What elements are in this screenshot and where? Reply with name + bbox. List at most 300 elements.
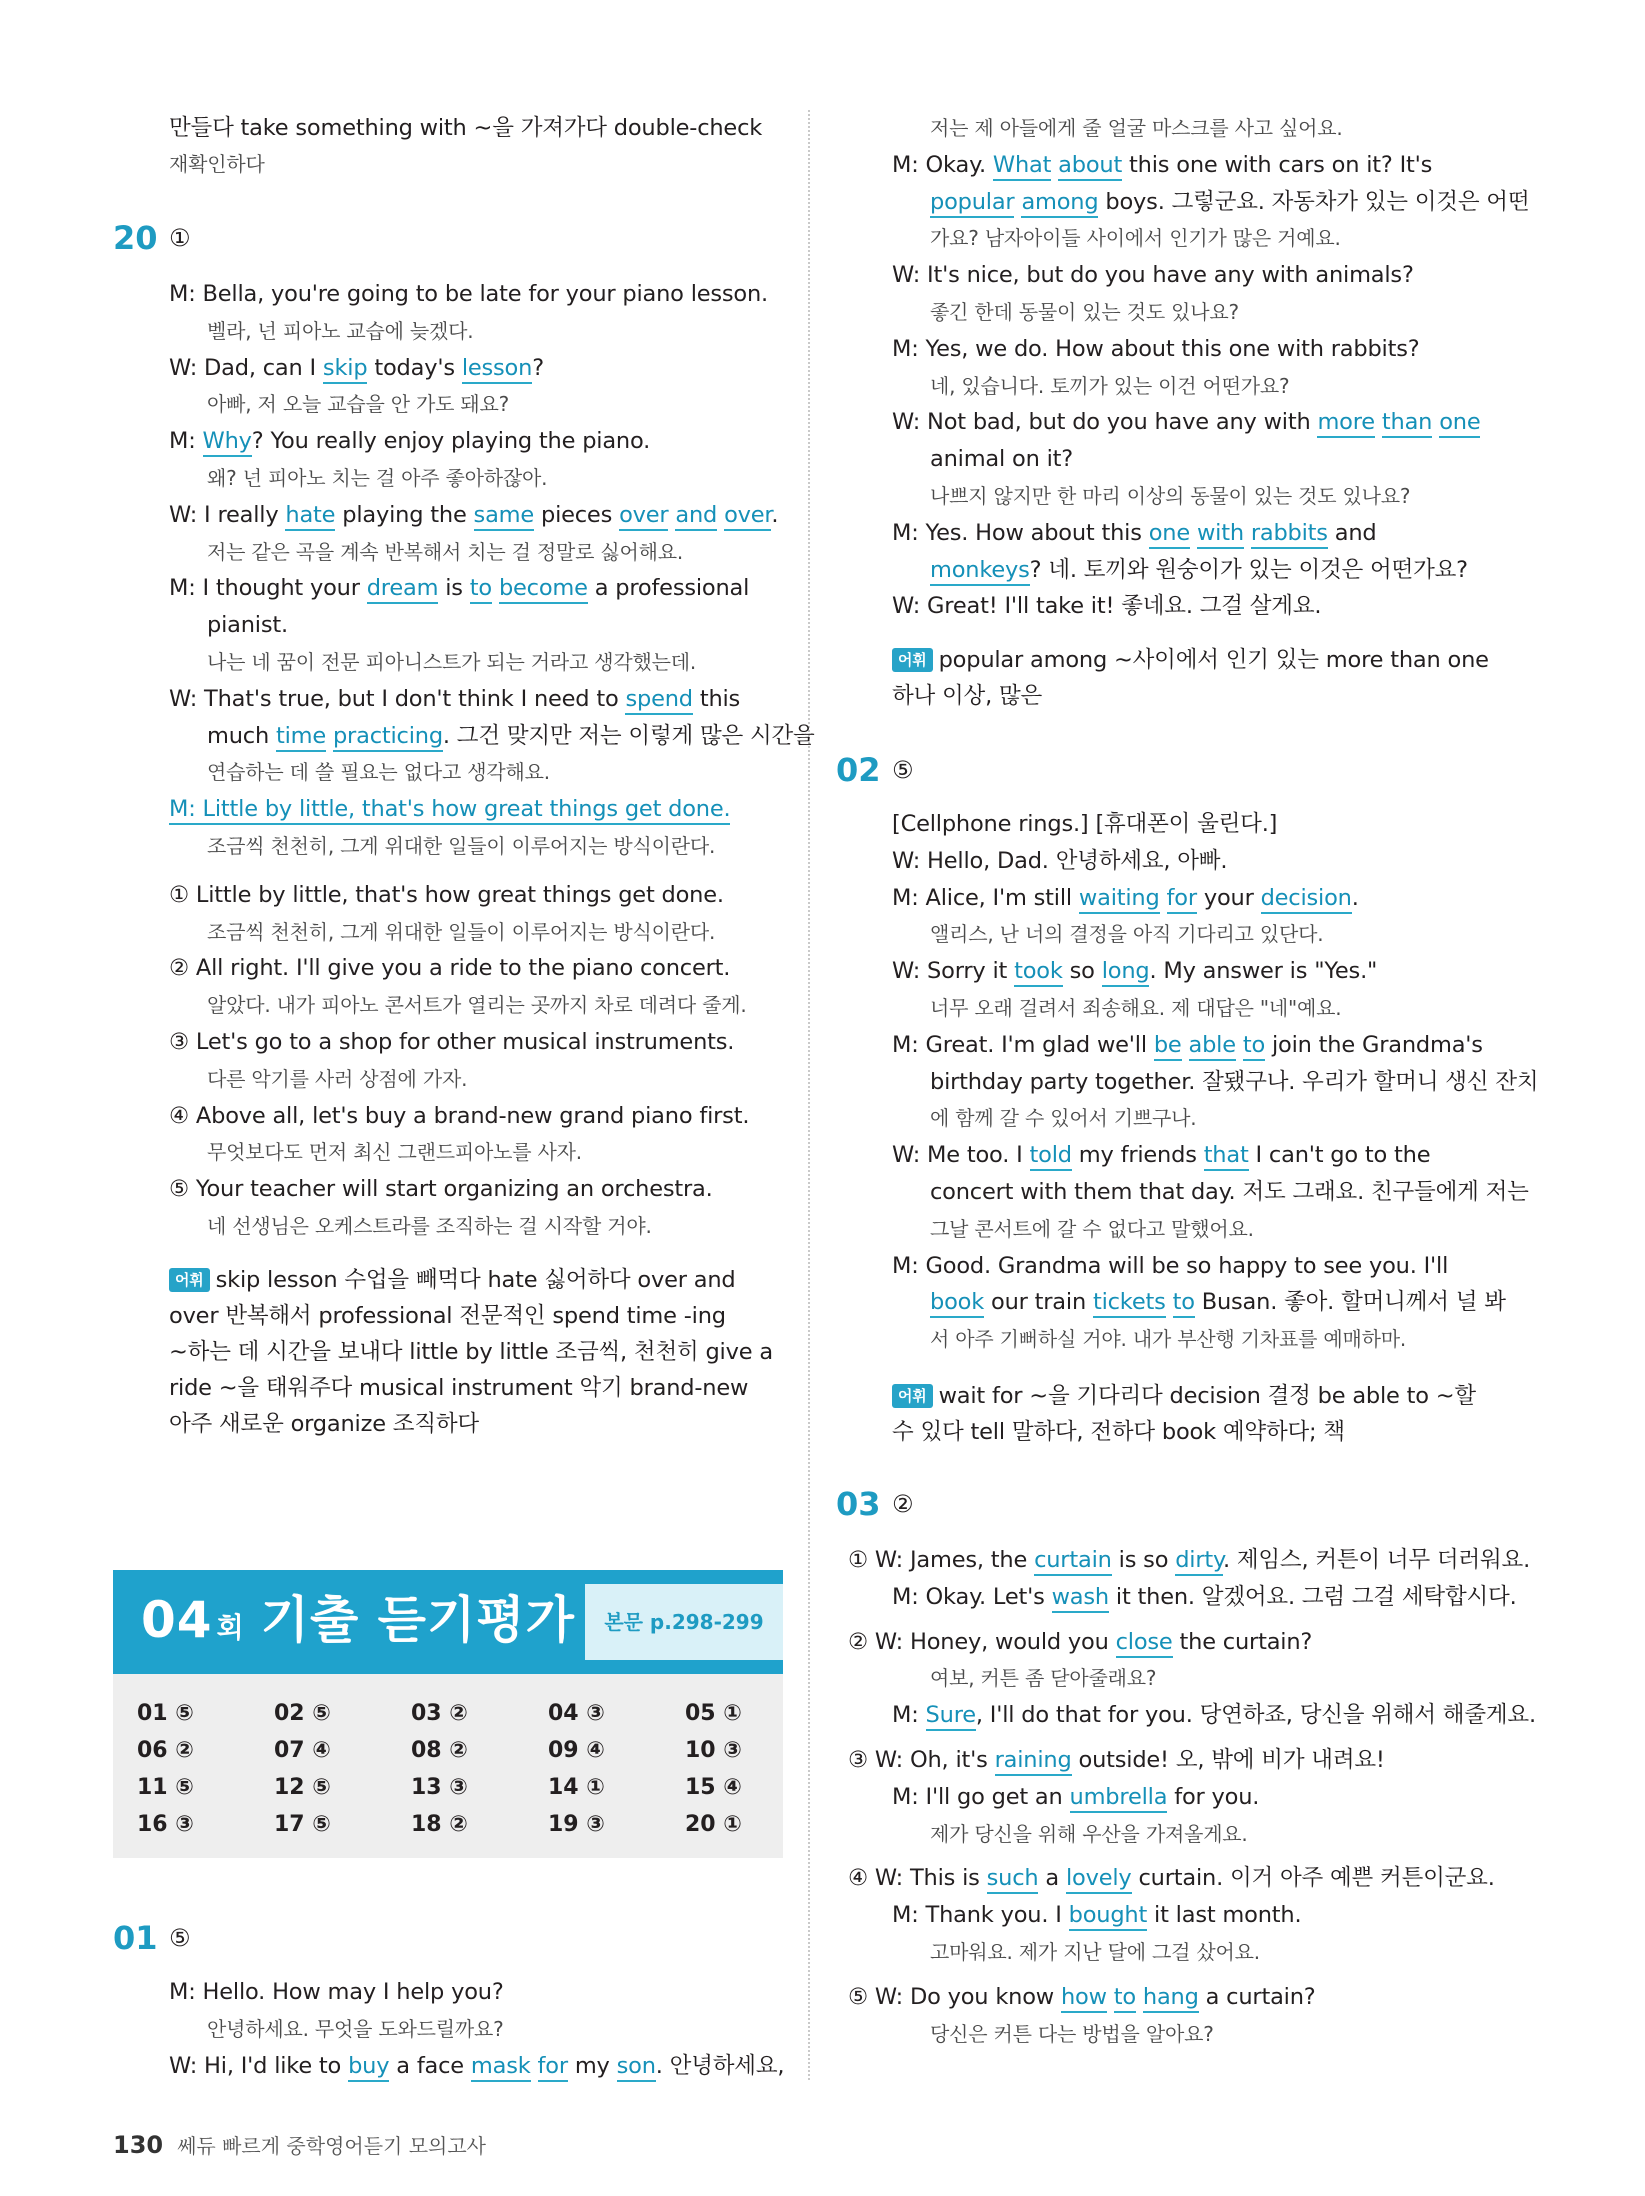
blank-word: told bbox=[1030, 1142, 1072, 1171]
line-text: W: Not bad, but do you have any with bbox=[892, 409, 1318, 436]
line-text: M: Alice, I'm still bbox=[892, 884, 1079, 911]
dialogue-line bbox=[892, 1027, 1483, 1063]
dialogue-line bbox=[892, 1897, 1301, 1933]
line-text: 무엇보다도 먼저 최신 그랜드피아노를 사자. bbox=[207, 1140, 582, 1165]
blank-word: tickets bbox=[1093, 1289, 1166, 1318]
answer-key-item: 02 ⑤ bbox=[274, 1701, 331, 1726]
blank-word: among bbox=[1021, 189, 1098, 218]
blank-word: about bbox=[1058, 152, 1122, 181]
dialogue-line bbox=[169, 497, 778, 533]
line-text: M: Thank you. I bbox=[892, 1902, 1069, 1929]
line-text: ⑤ Your teacher will start organizing an orchestra. bbox=[169, 1176, 713, 1203]
option-line bbox=[207, 1134, 582, 1170]
line-text: M: Okay. bbox=[892, 151, 993, 178]
line-text: ? 네. 토끼와 원숭이가 있는 이것은 어떤가요? bbox=[1029, 556, 1468, 583]
answer-key-item: 01 ⑤ bbox=[137, 1701, 194, 1726]
line-text: ? bbox=[532, 354, 544, 381]
dialogue-line bbox=[930, 220, 1341, 256]
line-text: ⑤ W: Do you know bbox=[848, 1983, 1061, 2010]
dialogue-line bbox=[930, 478, 1410, 514]
line-text: 만들다 take something with ~을 가져가다 double-check bbox=[169, 115, 763, 141]
answer-key-item: 09 ④ bbox=[548, 1738, 605, 1763]
vocab-badge: 어휘 bbox=[892, 648, 933, 672]
dialogue-line bbox=[892, 147, 1432, 183]
answer-key-box bbox=[113, 1674, 783, 1858]
blank-word: popular bbox=[930, 189, 1014, 218]
line-text: ? You really enjoy playing the piano. bbox=[251, 428, 651, 455]
line-text: the curtain? bbox=[1172, 1628, 1313, 1655]
line-text: M: bbox=[169, 428, 203, 455]
blank-word: lesson bbox=[462, 355, 532, 384]
line-text: ① Little by little, that's how great things get done. bbox=[169, 881, 724, 908]
blank-word: for bbox=[538, 2053, 568, 2082]
dialogue-line bbox=[930, 1174, 1529, 1210]
blank-word: practicing bbox=[333, 723, 443, 752]
blank-word: took bbox=[1014, 958, 1063, 987]
blank-word: decision bbox=[1261, 885, 1352, 914]
line-text: a face bbox=[389, 2052, 471, 2079]
dialogue-line bbox=[848, 1979, 1316, 2015]
line-text: 재확인하다 bbox=[169, 152, 265, 176]
line-text: join the Grandma's bbox=[1265, 1031, 1483, 1058]
line-text bbox=[1236, 1032, 1243, 1058]
dialogue-line bbox=[207, 386, 509, 422]
answer-key-item: 11 ⑤ bbox=[137, 1775, 194, 1800]
line-text: curtain. 이거 아주 예쁜 커튼이군요. bbox=[1131, 1865, 1495, 1892]
dialogue-line bbox=[930, 1816, 1248, 1852]
dialogue-line bbox=[848, 1742, 1385, 1778]
blank-word: mask bbox=[471, 2053, 531, 2082]
blank-word: raining bbox=[995, 1747, 1072, 1776]
line-text: M: bbox=[892, 1702, 926, 1729]
blank-word: be bbox=[1154, 1032, 1182, 1061]
blank-word: son bbox=[617, 2053, 656, 2082]
option-line bbox=[169, 950, 730, 986]
answer-key-item: 08 ② bbox=[411, 1738, 468, 1763]
blank-word: hang bbox=[1143, 1984, 1199, 2013]
line-text: my bbox=[567, 2052, 617, 2079]
blank-word: and bbox=[675, 502, 717, 531]
blank-word: dirty bbox=[1175, 1547, 1223, 1576]
vocab-text: 아주 새로운 organize 조직하다 bbox=[169, 1411, 479, 1437]
line-text: M: Good. Grandma will be so happy to see you. I'll bbox=[892, 1252, 1449, 1279]
dialogue-line bbox=[930, 916, 1323, 952]
blank-word: long bbox=[1102, 958, 1150, 987]
dialogue-line bbox=[892, 843, 1227, 879]
dialogue-line bbox=[169, 276, 768, 312]
line-text: 나는 네 꿈이 전문 피아니스트가 되는 거라고 생각했는데. bbox=[207, 650, 697, 674]
dialogue-line bbox=[930, 990, 1341, 1026]
line-text: W: Dad, can I bbox=[169, 354, 323, 381]
line-text: a professional bbox=[587, 575, 750, 602]
line-text: 다른 악기를 사러 상점에 가자. bbox=[207, 1066, 468, 1091]
dialogue-line bbox=[930, 1100, 1196, 1136]
line-text bbox=[1107, 1984, 1114, 2010]
vocab-text: ~하는 데 시간을 보내다 little by little 조금씩, 천천히 give a bbox=[169, 1339, 773, 1365]
blank-word: that bbox=[1204, 1142, 1249, 1171]
line-text: 너무 오래 걸려서 죄송해요. 제 대답은 "네"예요. bbox=[930, 996, 1342, 1020]
dialogue-line bbox=[930, 441, 1073, 477]
answer-key-item: 13 ③ bbox=[411, 1775, 468, 1800]
dialogue-line bbox=[169, 681, 740, 717]
vocab-text: over 반복해서 professional 전문적인 spend time -ing bbox=[169, 1303, 726, 1329]
line-text: W: It's nice, but do you have any with animals? bbox=[892, 262, 1414, 289]
dialogue-line bbox=[930, 368, 1289, 404]
banner-heading: 기출 듣기평가 bbox=[260, 1591, 575, 1649]
line-text: my friends bbox=[1071, 1142, 1204, 1169]
blank-word: What bbox=[993, 152, 1051, 181]
line-text: 벨라, 넌 피아노 교습에 늦겠다. bbox=[207, 318, 474, 343]
dialogue-line bbox=[169, 350, 544, 386]
line-text bbox=[531, 2053, 538, 2079]
dialogue-line bbox=[207, 754, 550, 790]
option-line bbox=[169, 877, 724, 913]
dialogue-line bbox=[892, 404, 1480, 440]
answer-key-item: 05 ① bbox=[685, 1701, 742, 1726]
test-banner bbox=[113, 1570, 783, 1674]
dialogue-line bbox=[930, 1660, 1156, 1696]
line-text: ② W: Honey, would you bbox=[848, 1628, 1116, 1655]
line-text: your bbox=[1196, 884, 1261, 911]
line-text: ③ Let's go to a shop for other musical instruments. bbox=[169, 1029, 735, 1055]
line-text: outside! 오, 밖에 비가 내려요! bbox=[1071, 1747, 1385, 1773]
dialogue-line bbox=[930, 184, 1529, 220]
option-line bbox=[207, 914, 715, 950]
answer-key-item: 19 ③ bbox=[548, 1812, 605, 1837]
line-text: pieces bbox=[534, 501, 620, 528]
line-text: and bbox=[1327, 519, 1377, 546]
line-text: 아빠, 저 오늘 교습을 안 가도 돼요? bbox=[207, 392, 510, 417]
dialogue-line bbox=[892, 880, 1359, 916]
book-title: 쎄듀 빠르게 중학영어듣기 모의고사 bbox=[177, 2134, 486, 2158]
line-text: this one with cars on it? It's bbox=[1122, 151, 1433, 178]
option-line bbox=[207, 1061, 467, 1097]
line-text: W: Great! I'll take it! 좋네요. 그걸 살게요. bbox=[892, 593, 1322, 620]
line-text: ② All right. I'll give you a ride to the piano concert. bbox=[169, 955, 731, 982]
vocab-line bbox=[169, 146, 265, 182]
line-text: 네, 있습니다. 토끼가 있는 이건 어떤가요? bbox=[930, 373, 1290, 398]
blank-word: wash bbox=[1052, 1584, 1109, 1613]
blank-word: able bbox=[1189, 1032, 1236, 1061]
page-footer bbox=[113, 2130, 486, 2159]
dialogue-line bbox=[848, 1860, 1495, 1896]
question-number: 03 bbox=[836, 1485, 881, 1523]
line-text: 고마워요. 제가 지난 달에 그걸 샀어요. bbox=[930, 1940, 1260, 1964]
line-text: . bbox=[1351, 884, 1359, 911]
line-text: playing the bbox=[335, 501, 474, 528]
dialogue-line bbox=[207, 607, 288, 643]
line-text: 저는 제 아들에게 줄 얼굴 마스크를 사고 싶어요. bbox=[930, 116, 1343, 140]
dialogue-line bbox=[207, 828, 715, 864]
dialogue-line bbox=[892, 1579, 1517, 1615]
line-text: boys. 그렇군요. 자동차가 있는 이것은 어떤 bbox=[1098, 188, 1530, 215]
dialogue-line bbox=[930, 552, 1468, 588]
dialogue-line bbox=[848, 1624, 1312, 1660]
line-text: 여보, 커튼 좀 닫아줄래요? bbox=[930, 1666, 1157, 1691]
answer-key-item: 14 ① bbox=[548, 1775, 605, 1800]
page-number: 130 bbox=[113, 2131, 164, 2159]
dialogue-line bbox=[892, 588, 1321, 624]
option-line bbox=[169, 1171, 713, 1207]
line-text: W: Sorry it bbox=[892, 958, 1015, 985]
dialogue-line bbox=[892, 953, 1377, 989]
line-text: 에 함께 갈 수 있어서 기쁘구나. bbox=[930, 1106, 1197, 1131]
line-text: 당신은 커튼 다는 방법을 알아요? bbox=[930, 2021, 1214, 2046]
line-text: a curtain? bbox=[1198, 1983, 1316, 2010]
vocab-line bbox=[892, 642, 1489, 678]
line-text: M: Hello. How may I help you? bbox=[169, 1979, 504, 2005]
vocab-line bbox=[169, 1370, 748, 1406]
dialogue-line bbox=[169, 423, 650, 459]
dialogue-line bbox=[207, 718, 815, 754]
answer-key-item: 06 ② bbox=[137, 1738, 194, 1763]
line-text bbox=[492, 575, 499, 601]
vocab-line bbox=[892, 678, 1042, 714]
dialogue-line bbox=[892, 1779, 1259, 1815]
line-text: 저는 같은 곡을 계속 반복해서 치는 걸 정말로 싫어해요. bbox=[207, 539, 684, 564]
question-answer: ① bbox=[169, 224, 191, 252]
blank-word: Sure bbox=[926, 1702, 976, 1731]
dialogue-line bbox=[892, 1697, 1536, 1733]
line-text: for you. bbox=[1167, 1783, 1260, 1810]
option-line bbox=[169, 1098, 749, 1134]
blank-word: than bbox=[1382, 409, 1432, 438]
banner-suffix: 회 bbox=[216, 1611, 245, 1644]
dialogue-line bbox=[848, 1542, 1530, 1578]
answer-key-item: 15 ④ bbox=[685, 1775, 742, 1800]
blank-word: same bbox=[474, 502, 534, 531]
line-text: our train bbox=[984, 1289, 1093, 1316]
dialogue-line bbox=[930, 1211, 1254, 1247]
line-text: 가요? 남자아이들 사이에서 인기가 많은 거예요. bbox=[930, 226, 1341, 251]
dialogue-line bbox=[892, 1137, 1430, 1173]
blank-word: become bbox=[499, 575, 588, 604]
dialogue-line bbox=[892, 257, 1414, 293]
banner-page-ref: 본문 p.298-299 bbox=[585, 1584, 783, 1660]
dialogue-line bbox=[930, 294, 1239, 330]
blank-word: umbrella bbox=[1070, 1784, 1168, 1813]
line-text: ④ Above all, let's buy a brand-new grand piano first. bbox=[169, 1102, 750, 1129]
line-text: , I'll do that for you. 당연하죠, 당신을 위해서 해줄게요. bbox=[975, 1702, 1536, 1729]
vocab-text: popular among ~사이에서 인기 있는 more than one bbox=[938, 647, 1489, 673]
dialogue-line bbox=[892, 1248, 1448, 1284]
blank-word: spend bbox=[625, 686, 692, 715]
line-text: 안녕하세요. 무엇을 도와드릴까요? bbox=[207, 2016, 504, 2041]
blank-word: with bbox=[1197, 520, 1244, 549]
option-line bbox=[169, 1024, 734, 1060]
answer-key-item: 16 ③ bbox=[137, 1812, 194, 1837]
line-text: a bbox=[1038, 1865, 1066, 1892]
blank-word: over bbox=[724, 502, 771, 531]
line-text: M: Great. I'm glad we'll bbox=[892, 1031, 1154, 1058]
blank-word: to bbox=[1173, 1289, 1195, 1318]
vocab-line bbox=[892, 1378, 1476, 1414]
line-text: much bbox=[207, 722, 276, 749]
vocab-badge: 어휘 bbox=[169, 1268, 210, 1292]
line-text: W: That's true, but I don't think I need to bbox=[169, 685, 626, 712]
line-text: 조금씩 천천히, 그게 위대한 일들이 이루어지는 방식이란다. bbox=[207, 919, 716, 944]
dialogue-line bbox=[207, 644, 696, 680]
line-text: . 그건 맞지만 저는 이렇게 많은 시간을 bbox=[442, 722, 815, 749]
vocab-line bbox=[169, 1334, 773, 1370]
line-text: . 제임스, 커튼이 너무 더러워요. bbox=[1222, 1547, 1531, 1573]
line-text: this bbox=[692, 685, 741, 712]
blank-word: for bbox=[1167, 885, 1197, 914]
line-text: M: Bella, you're going to be late for your piano lesson. bbox=[169, 281, 769, 307]
answer-key-item: 04 ③ bbox=[548, 1701, 605, 1726]
blank-word: buy bbox=[348, 2053, 389, 2082]
vocab-line bbox=[892, 1414, 1345, 1450]
line-text bbox=[1182, 1032, 1189, 1058]
blank-word: one bbox=[1439, 409, 1480, 438]
line-text: so bbox=[1062, 958, 1102, 985]
line-text: today's bbox=[367, 354, 462, 381]
line-text: is bbox=[438, 575, 470, 602]
line-text: 알았다. 내가 피아노 콘서트가 열리는 곳까지 차로 데려다 줄게. bbox=[207, 993, 747, 1018]
line-text: ④ W: This is bbox=[848, 1865, 987, 1892]
line-text: pianist. bbox=[207, 612, 288, 639]
line-text bbox=[1166, 1289, 1173, 1315]
dialogue-line bbox=[169, 791, 730, 827]
vocab-line bbox=[169, 1406, 479, 1442]
line-text: ① W: James, the bbox=[848, 1547, 1035, 1573]
line-text: animal on it? bbox=[930, 446, 1074, 473]
column-divider bbox=[808, 110, 810, 2080]
vocab-badge: 어휘 bbox=[892, 1384, 933, 1408]
dialogue-line bbox=[892, 331, 1420, 367]
line-text: M: Yes. How about this bbox=[892, 519, 1149, 546]
blank-word: how bbox=[1061, 1984, 1107, 2013]
line-text: W: I really bbox=[169, 501, 286, 528]
dialogue-line bbox=[169, 1974, 504, 2010]
blank-word: such bbox=[987, 1865, 1039, 1894]
line-text: 연습하는 데 쓸 필요는 없다고 생각해요. bbox=[207, 760, 550, 785]
dialogue-line bbox=[892, 806, 1277, 842]
dialogue-line bbox=[930, 1934, 1260, 1970]
dialogue-line bbox=[930, 1064, 1538, 1100]
line-text: 네 선생님은 오케스트라를 조직하는 걸 시작할 거야. bbox=[207, 1214, 652, 1238]
line-text: [Cellphone rings.] [휴대폰이 울린다.] bbox=[892, 811, 1278, 837]
line-text: it then. 알겠어요. 그럼 그걸 세탁합시다. bbox=[1108, 1583, 1517, 1610]
blank-word: bought bbox=[1069, 1902, 1147, 1931]
line-text: 앨리스, 난 너의 결정을 아직 기다리고 있단다. bbox=[930, 922, 1324, 947]
line-text bbox=[326, 723, 333, 749]
vocab-text: 하나 이상, 많은 bbox=[892, 683, 1043, 709]
answer-key-item: 10 ③ bbox=[685, 1738, 742, 1763]
blank-word: dream bbox=[367, 575, 439, 604]
vocab-text: 수 있다 tell 말하다, 전하다 book 예약하다; 책 bbox=[892, 1419, 1345, 1445]
dialogue-line bbox=[930, 2016, 1214, 2052]
line-text: concert with them that day. 저도 그래요. 친구들에게 저는 bbox=[930, 1179, 1529, 1205]
question-number: 01 bbox=[113, 1919, 158, 1957]
blank-word: to bbox=[1243, 1032, 1265, 1061]
dialogue-line bbox=[207, 313, 473, 349]
blank-word: to bbox=[470, 575, 492, 604]
dialogue-line bbox=[169, 570, 749, 606]
answer-key-item: 07 ④ bbox=[274, 1738, 331, 1763]
line-text bbox=[1375, 409, 1382, 435]
blank-word: book bbox=[930, 1289, 984, 1318]
line-text bbox=[1136, 1984, 1143, 2010]
question-answer: ⑤ bbox=[169, 1924, 191, 1952]
vocab-text: wait for ~을 기다리다 decision 결정 be able to ~할 bbox=[938, 1383, 1476, 1409]
dialogue-line bbox=[169, 2048, 784, 2084]
dialogue-line bbox=[892, 515, 1377, 551]
line-text: 제가 당신을 위해 우산을 가져올게요. bbox=[930, 1821, 1248, 1846]
line-text: W: Me too. I bbox=[892, 1142, 1030, 1169]
answer-key-item: 20 ① bbox=[685, 1812, 742, 1837]
blank-word: more bbox=[1317, 409, 1374, 438]
line-text: it last month. bbox=[1147, 1902, 1302, 1929]
blank-word: rabbits bbox=[1251, 520, 1328, 549]
line-text: M: Yes, we do. How about this one with rabbits? bbox=[892, 335, 1420, 362]
line-text: . 안녕하세요, bbox=[655, 2052, 785, 2079]
line-text: Busan. 좋아. 할머니께서 널 봐 bbox=[1194, 1289, 1506, 1316]
banner-title bbox=[141, 1588, 575, 1660]
vocab-line bbox=[169, 110, 762, 146]
line-text: ③ W: Oh, it's bbox=[848, 1747, 995, 1773]
answer-key-item: 03 ② bbox=[411, 1701, 468, 1726]
option-line bbox=[207, 1208, 652, 1244]
line-text: I can't go to the bbox=[1248, 1142, 1431, 1169]
option-line bbox=[207, 987, 747, 1023]
dialogue-line bbox=[207, 534, 683, 570]
dialogue-line bbox=[207, 460, 547, 496]
line-text: . bbox=[771, 501, 779, 528]
line-text: 왜? 넌 피아노 치는 걸 아주 좋아하잖아. bbox=[207, 466, 548, 490]
line-text bbox=[1190, 520, 1197, 546]
question-number: 02 bbox=[836, 751, 881, 789]
line-text: birthday party together. 잘됐구나. 우리가 할머니 생신 잔치 bbox=[930, 1068, 1539, 1095]
line-text: 조금씩 천천히, 그게 위대한 일들이 이루어지는 방식이란다. bbox=[207, 834, 716, 858]
vocab-line bbox=[169, 1262, 735, 1298]
vocab-text: skip lesson 수업을 빼먹다 hate 싫어하다 over and bbox=[215, 1267, 736, 1293]
line-text: M: I'll go get an bbox=[892, 1783, 1070, 1810]
blank-word: curtain bbox=[1034, 1547, 1112, 1576]
blank-word: close bbox=[1116, 1629, 1173, 1658]
answer-key-item: 18 ② bbox=[411, 1812, 468, 1837]
blank-word: to bbox=[1114, 1984, 1136, 2013]
line-text: W: Hello, Dad. 안녕하세요, 아빠. bbox=[892, 847, 1228, 874]
question-answer: ② bbox=[892, 1490, 914, 1518]
blank-word: Why bbox=[203, 428, 252, 457]
line-text bbox=[1160, 885, 1167, 911]
answer-key-item: 17 ⑤ bbox=[274, 1812, 331, 1837]
answer-key-item: 12 ⑤ bbox=[274, 1775, 331, 1800]
line-text: M: Okay. Let's bbox=[892, 1583, 1052, 1610]
line-text: 좋긴 한데 동물이 있는 것도 있나요? bbox=[930, 300, 1239, 324]
blank-word: lovely bbox=[1066, 1865, 1132, 1894]
vocab-line bbox=[169, 1298, 726, 1334]
vocab-text: ride ~을 태워주다 musical instrument 악기 brand-new bbox=[169, 1375, 749, 1401]
blank-word: hate bbox=[285, 502, 335, 531]
blank-word: monkeys bbox=[930, 557, 1030, 586]
dialogue-line bbox=[930, 1321, 1406, 1357]
dialogue-line bbox=[930, 110, 1343, 146]
line-text: 그날 콘서트에 갈 수 없다고 말했어요. bbox=[930, 1216, 1254, 1241]
banner-number: 04 bbox=[141, 1591, 213, 1649]
line-text: is so bbox=[1111, 1547, 1176, 1573]
blank-word: skip bbox=[323, 355, 368, 384]
line-text: W: Hi, I'd like to bbox=[169, 2052, 349, 2079]
line-text bbox=[1244, 520, 1251, 546]
line-text: 나쁘지 않지만 한 마리 이상의 동물이 있는 것도 있나요? bbox=[930, 484, 1411, 508]
blank-word: M: Little by little, that's how great things get done. bbox=[169, 796, 730, 825]
line-text: M: I thought your bbox=[169, 575, 367, 602]
question-answer: ⑤ bbox=[892, 756, 914, 784]
line-text: 서 아주 기뻐하실 거야. 내가 부산행 기차표를 예매하마. bbox=[930, 1327, 1407, 1352]
blank-word: one bbox=[1149, 520, 1190, 549]
